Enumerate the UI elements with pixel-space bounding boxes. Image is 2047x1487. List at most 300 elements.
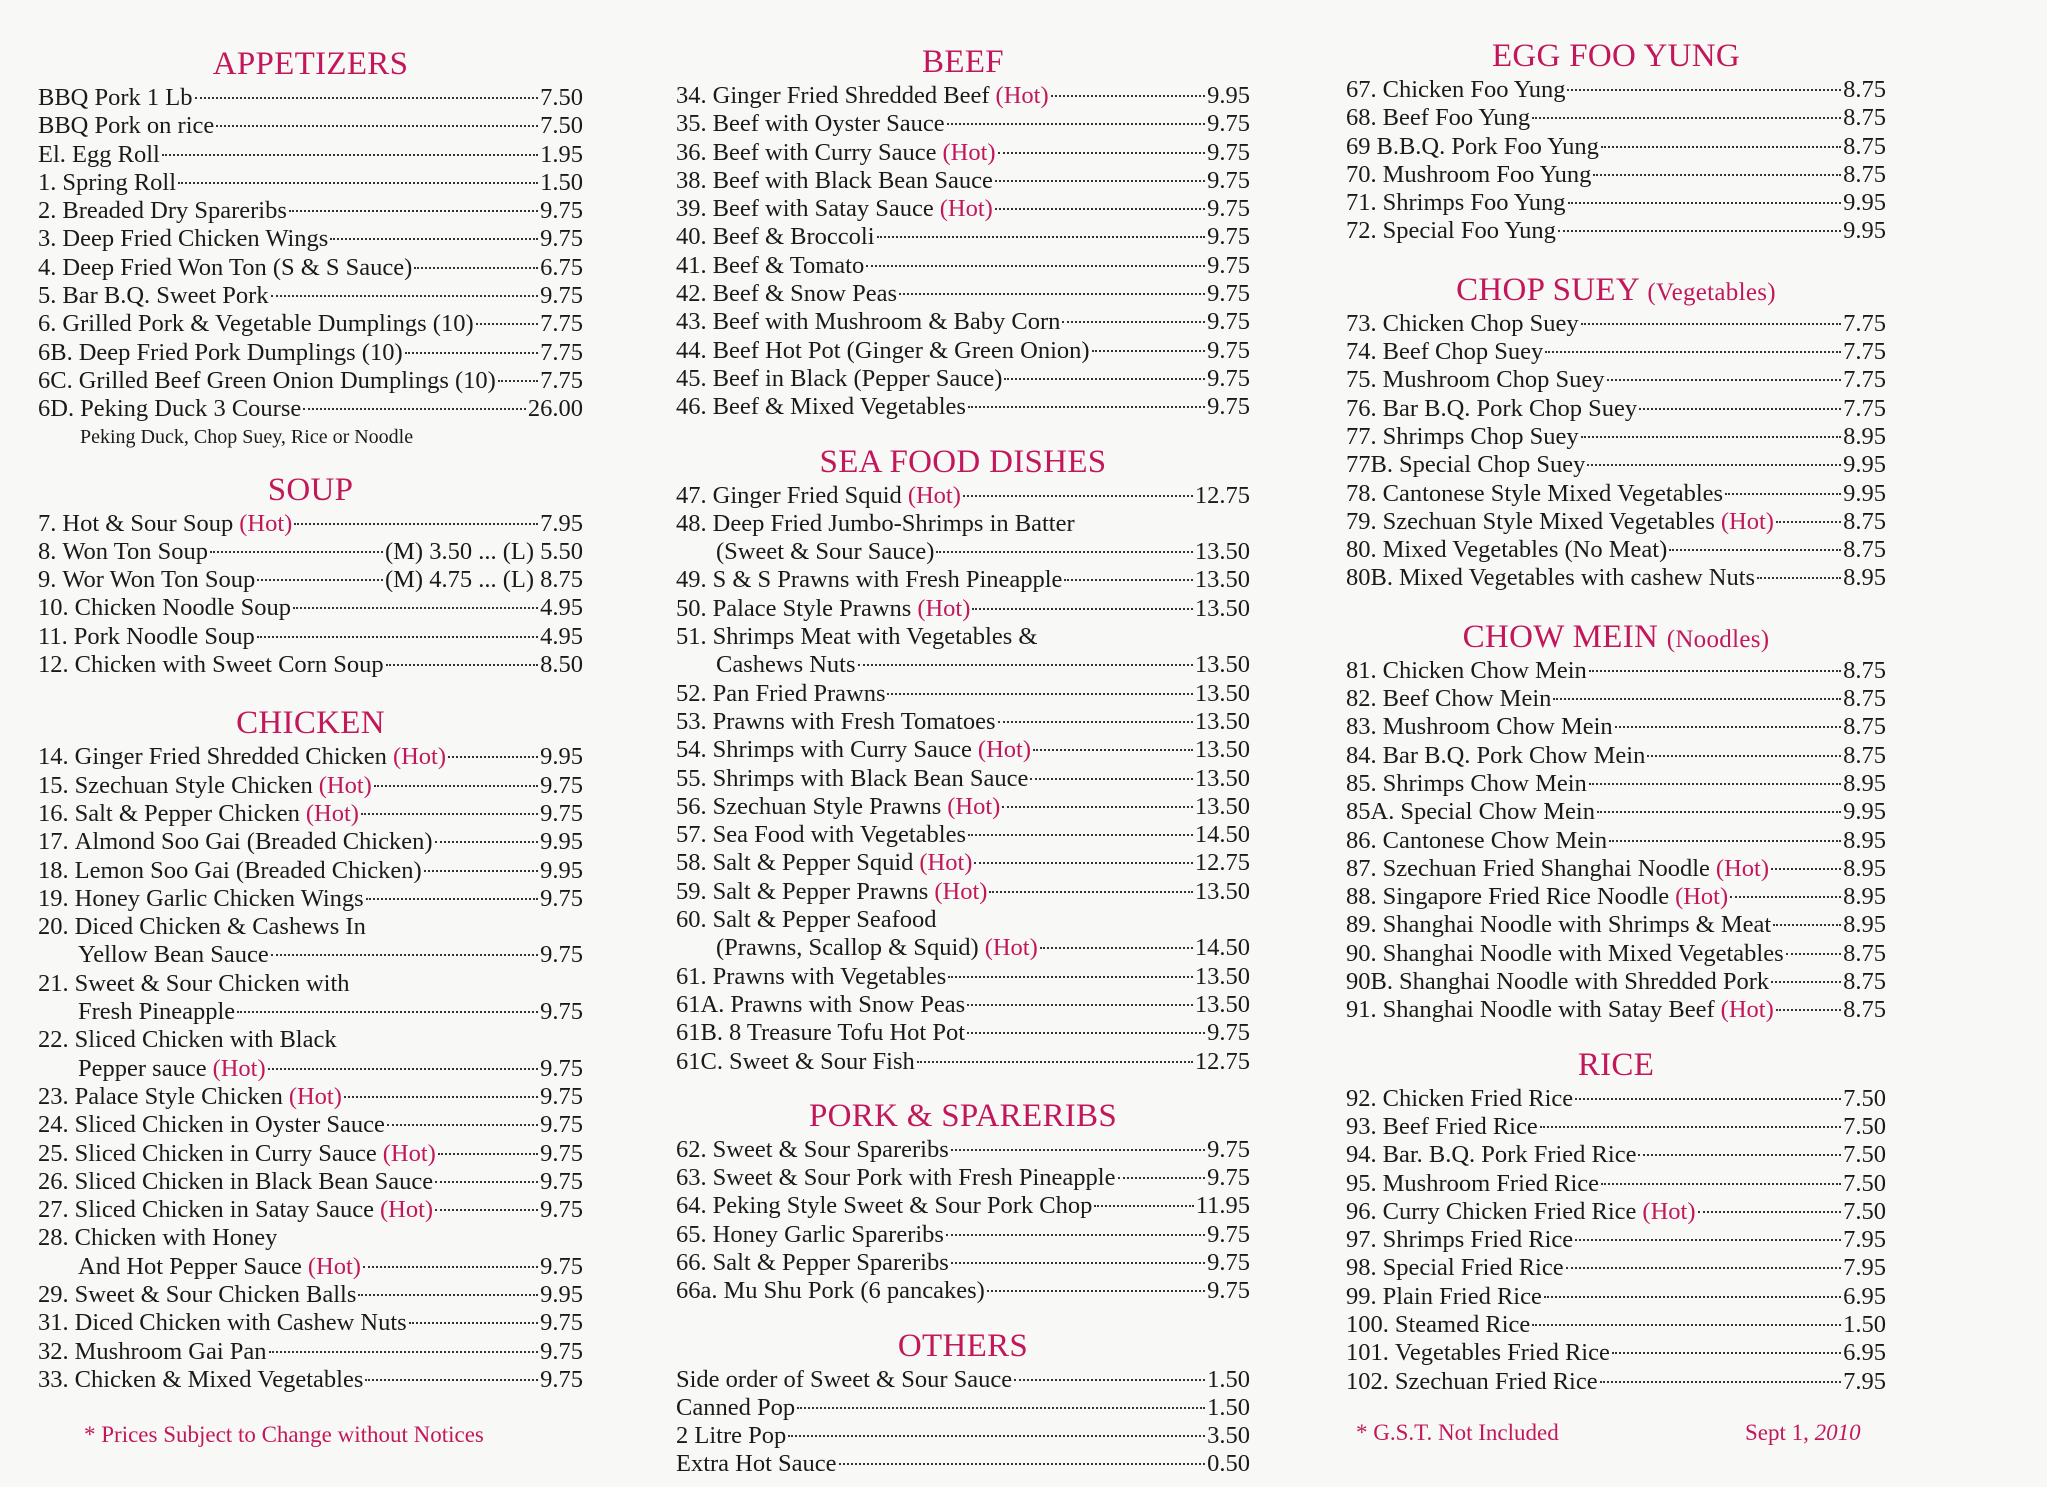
dot-leader [887, 693, 1192, 695]
item-name: Cantonese Chow Mein [1382, 826, 1608, 854]
item-price: 9.75 [1207, 195, 1250, 223]
item-name: Deep Fried Chicken Wings [62, 225, 329, 253]
hot-label: (Hot) [239, 509, 293, 537]
item-name: Shrimps Chow Mein [1382, 769, 1587, 797]
item-price: 3.50 [1207, 1422, 1250, 1450]
dot-leader [330, 238, 538, 240]
hot-label: (Hot) [380, 1196, 434, 1224]
dot-leader [1040, 947, 1193, 949]
item-price: 7.50 [1843, 1197, 1886, 1225]
item-number: 66a. [676, 1277, 718, 1305]
menu-item [1346, 1283, 1886, 1311]
menu-item [38, 339, 583, 367]
item-number: 6. [38, 310, 57, 338]
menu-item [676, 482, 1250, 510]
item-number: 1. [38, 168, 57, 196]
dot-leader [995, 180, 1205, 182]
item-name: Bar. B.Q. Pork Fried Rice [1382, 1141, 1637, 1169]
item-name: Palace Style Chicken [74, 1082, 283, 1110]
item-price: 8.75 [1843, 939, 1886, 967]
dot-leader [435, 1181, 538, 1183]
menu-item [676, 1366, 1250, 1394]
menu-item [676, 139, 1250, 167]
hot-label: (Hot) [995, 82, 1049, 109]
dot-leader [963, 495, 1193, 497]
item-number: 102. [1346, 1367, 1389, 1395]
item-price: 8.95 [1843, 911, 1886, 939]
dot-leader [1581, 323, 1842, 325]
item-name: Beef Chop Suey [1382, 338, 1544, 366]
item-price: (M) 3.50 ... (L) 5.50 [384, 537, 583, 565]
dot-leader [1545, 351, 1841, 353]
item-name: Special Chop Suey [1398, 451, 1586, 479]
item-name: Beef & Snow Peas [712, 280, 898, 308]
menu-item [676, 849, 1250, 877]
item-number: 76. [1346, 394, 1377, 422]
item-number: 44. [676, 336, 707, 364]
menu-item [38, 1196, 583, 1224]
item-price: 9.95 [540, 828, 583, 856]
dot-leader [1601, 146, 1841, 148]
item-price: 9.95 [540, 743, 583, 771]
item-price: 9.75 [540, 1309, 583, 1337]
pork-section [676, 1096, 1250, 1306]
item-price: 1.50 [1843, 1310, 1886, 1338]
dot-leader [361, 813, 538, 815]
item-name: Chicken Noodle Soup [74, 594, 292, 622]
item-name: Pan Fried Prawns [712, 679, 886, 707]
item-list [676, 482, 1250, 1076]
menu-item [38, 1366, 583, 1394]
item-name: Shrimps with Black Bean Sauce [712, 764, 1029, 792]
item-price: 9.95 [540, 1280, 583, 1308]
item-number: 86. [1346, 826, 1377, 854]
menu-item [1346, 76, 1886, 104]
dot-leader [987, 1290, 1205, 1292]
item-number: 2. [38, 197, 57, 225]
menu-item [38, 970, 583, 998]
item-name: Spring Roll [62, 168, 177, 196]
item-price: 7.75 [540, 310, 583, 338]
hot-label: (Hot) [1642, 1197, 1696, 1225]
section-title: CHICKEN [236, 705, 385, 742]
item-number: 42. [676, 280, 707, 308]
dot-leader [1771, 868, 1841, 870]
item-number: 25. [38, 1139, 69, 1167]
item-name: Prawns with Vegetables [712, 962, 947, 990]
menu-item [676, 680, 1250, 708]
section-title: EGG FOO YUNG [1491, 38, 1741, 74]
item-price: 8.75 [1843, 536, 1886, 564]
item-number: 41. [676, 251, 707, 279]
item-number: 87. [1346, 854, 1377, 882]
item-name: Mushroom Gai Pan [74, 1337, 267, 1365]
item-name: Sweet & Sour Pork with Fresh Pineapple [712, 1164, 1116, 1192]
item-price: 1.95 [540, 140, 583, 168]
dot-leader [435, 1209, 538, 1211]
dot-leader [1587, 464, 1841, 466]
rice-section [1346, 1045, 1886, 1396]
item-name: Shanghai Noodle with Shredded Pork [1398, 968, 1770, 996]
item-price: 9.95 [1843, 451, 1886, 479]
dot-leader [995, 208, 1205, 210]
dot-leader [365, 1379, 538, 1381]
item-price: 9.75 [1207, 1019, 1250, 1047]
item-name: Chicken Fried Rice [1382, 1084, 1574, 1112]
item-number: 80B. [1346, 564, 1393, 592]
item-price: 9.75 [540, 1139, 583, 1167]
dot-leader [1600, 1381, 1842, 1383]
item-price: 9.75 [1207, 251, 1250, 279]
menu-item [676, 167, 1250, 195]
menu-item [1346, 480, 1886, 508]
menu-item [38, 141, 583, 169]
item-number: 66. [676, 1248, 707, 1276]
item-number: 57. [676, 821, 707, 849]
others-section [676, 1326, 1250, 1479]
section-title [1346, 617, 1886, 657]
item-number: 89. [1346, 911, 1377, 939]
item-price: 9.75 [540, 1337, 583, 1365]
section-subtitle: (Vegetables) [1647, 278, 1776, 306]
item-price: 8.75 [1843, 160, 1886, 188]
item-price: 9.75 [540, 1082, 583, 1110]
item-number: 4. [38, 253, 57, 281]
item-price: 8.75 [1843, 656, 1886, 684]
section-title [1346, 270, 1886, 310]
item-name: Szechuan Style Mixed Vegetables [1382, 507, 1715, 535]
item-number: 78. [1346, 479, 1377, 507]
item-name: (Prawns, Scallop & Squid) [716, 934, 979, 962]
menu-item [38, 772, 583, 800]
dot-leader [498, 380, 538, 382]
item-number: 96. [1346, 1197, 1377, 1225]
item-price: 13.50 [1194, 962, 1250, 990]
item-name: 8 Treasure Tofu Hot Pot [728, 1019, 966, 1047]
menu-item [676, 110, 1250, 138]
dot-leader [1566, 1267, 1842, 1269]
item-name: Peking Duck 3 Course [80, 395, 302, 423]
item-price: 8.95 [1843, 769, 1886, 797]
hot-label: (Hot) [1720, 996, 1774, 1024]
menu-item [676, 1450, 1250, 1478]
item-name: Vegetables Fried Rice [1394, 1339, 1610, 1367]
dot-leader [268, 1068, 538, 1070]
item-number: 92. [1346, 1084, 1377, 1112]
dot-leader [1589, 670, 1841, 672]
hot-label: (Hot) [947, 792, 1001, 820]
item-price: 9.75 [540, 1167, 583, 1195]
item-list [1346, 1085, 1886, 1396]
item-number: 43. [676, 308, 707, 336]
menu-item [676, 393, 1250, 421]
section-title: OTHERS [897, 1327, 1029, 1364]
item-number: 6B. [38, 338, 73, 366]
menu-item [38, 1168, 583, 1196]
menu-item [676, 280, 1250, 308]
menu-item [38, 1140, 583, 1168]
menu-item [1346, 996, 1886, 1024]
item-number: 9. [38, 566, 57, 594]
menu-item [676, 82, 1250, 110]
item-number: 33. [38, 1365, 69, 1393]
dot-leader [989, 891, 1192, 893]
item-name: Beef Fried Rice [1382, 1112, 1538, 1140]
item-name: Beef Chow Mein [1382, 685, 1552, 713]
item-name: Beef with Black Bean Sauce [712, 166, 993, 194]
item-name: Bar B.Q. Pork Chow Mein [1382, 741, 1646, 769]
item-number: 49. [676, 566, 707, 594]
menu-item [676, 595, 1250, 623]
menu-item [676, 765, 1250, 793]
item-price: 9.75 [540, 998, 583, 1026]
item-price: 8.75 [1843, 996, 1886, 1024]
item-name: Chicken with Sweet Corn Soup [74, 651, 384, 679]
menu-item [676, 1221, 1250, 1249]
item-name: Sweet & Sour Fish [728, 1047, 915, 1075]
dot-leader [967, 1032, 1205, 1034]
menu-item [1346, 1113, 1886, 1141]
item-list [676, 82, 1250, 422]
item-price: 8.95 [1843, 564, 1886, 592]
item-number: 54. [676, 736, 707, 764]
item-number: 15. [38, 771, 69, 799]
item-number: 93. [1346, 1112, 1377, 1140]
item-price: 9.75 [1207, 393, 1250, 421]
item-price: 8.75 [1843, 76, 1886, 103]
item-price: 9.75 [1207, 223, 1250, 251]
menu-item [1346, 1368, 1886, 1396]
section-title: SOUP [267, 471, 354, 508]
menu-item [676, 793, 1250, 821]
menu-item [1346, 1311, 1886, 1339]
menu-item [38, 367, 583, 395]
menu-item [38, 538, 583, 566]
item-name: Beef & Broccoli [712, 223, 875, 251]
hot-label: (Hot) [939, 195, 993, 223]
item-price: 26.00 [527, 395, 583, 423]
item-price: 4.95 [540, 622, 583, 650]
item-price: 9.75 [1207, 1164, 1250, 1192]
item-name: Mixed Vegetables (No Meat) [1382, 536, 1668, 564]
item-price: 7.50 [1843, 1112, 1886, 1140]
item-name: Cantonese Style Mixed Vegetables [1382, 479, 1724, 507]
item-name: Chicken with Honey [74, 1224, 278, 1252]
item-price: 6.95 [1843, 1339, 1886, 1367]
menu-item [38, 1224, 583, 1252]
item-price: 9.75 [1207, 138, 1250, 166]
menu-item [38, 1338, 583, 1366]
hot-label: (Hot) [1715, 854, 1769, 882]
item-price: 9.75 [540, 1054, 583, 1082]
hot-label: (Hot) [919, 849, 973, 877]
dot-leader [972, 608, 1192, 610]
item-number: 36. [676, 138, 707, 166]
item-price: 9.75 [540, 225, 583, 253]
item-name: Chicken Chow Mein [1382, 656, 1587, 684]
item-price: 9.95 [540, 856, 583, 884]
menu-item [1346, 104, 1886, 132]
item-number: 101. [1346, 1339, 1389, 1367]
item-number: 83. [1346, 713, 1377, 741]
menu-item [676, 365, 1250, 393]
item-name: Deep Fried Won Ton (S & S Sauce) [62, 253, 413, 281]
menu-item [1346, 1170, 1886, 1198]
dot-leader [1609, 840, 1841, 842]
item-price: 9.75 [540, 941, 583, 969]
item-price: 13.50 [1194, 566, 1250, 594]
item-name: Shanghai Noodle with Shrimps & Meat [1382, 911, 1772, 939]
menu-item [1346, 1085, 1886, 1113]
dot-leader [1638, 1154, 1841, 1156]
dot-leader [1553, 698, 1841, 700]
item-name: Shrimps with Curry Sauce [712, 736, 972, 764]
dot-leader [366, 898, 538, 900]
item-name: Special Fried Rice [1382, 1254, 1564, 1282]
item-price: 8.95 [1843, 826, 1886, 854]
item-number: 52. [676, 679, 707, 707]
menu-item [38, 566, 583, 594]
menu-item [676, 1019, 1250, 1047]
menu-item [1346, 508, 1886, 536]
dot-leader [1607, 379, 1842, 381]
item-name: Side order of Sweet & Sour Sauce [676, 1365, 1013, 1393]
section-title: PORK & SPARERIBS [808, 1097, 1118, 1134]
item-price: 7.50 [1843, 1141, 1886, 1169]
gst-note: * G.S.T. Not Included [1356, 1420, 1559, 1445]
section-title: RICE [1577, 1046, 1655, 1083]
dot-leader [1532, 117, 1841, 119]
item-name: Honey Garlic Spareribs [712, 1220, 944, 1248]
item-price: 0.50 [1207, 1450, 1250, 1478]
dot-leader [476, 323, 539, 325]
item-price: 7.50 [1843, 1084, 1886, 1112]
item-number: 67. [1346, 76, 1377, 103]
item-number: 82. [1346, 685, 1377, 713]
item-number: 50. [676, 594, 707, 622]
item-number: 23. [38, 1082, 69, 1110]
appetizers-section [38, 44, 583, 450]
item-number: 32. [38, 1337, 69, 1365]
item-name: Mushroom Fried Rice [1382, 1169, 1600, 1197]
item-name: (Sweet & Sour Sauce) [716, 538, 935, 566]
item-number: 14. [38, 743, 69, 771]
item-name: Bar B.Q. Sweet Pork [62, 282, 269, 310]
item-number: 6C. [38, 366, 73, 394]
item-name: Shrimps Fried Rice [1382, 1226, 1574, 1254]
item-number: 99. [1346, 1282, 1377, 1310]
menu-item [38, 169, 583, 197]
item-price: 9.95 [1843, 479, 1886, 507]
menu-item [676, 566, 1250, 594]
dot-leader [946, 1234, 1205, 1236]
item-number: 31. [38, 1309, 69, 1337]
item-number: 40. [676, 223, 707, 251]
menu-item [676, 1394, 1250, 1422]
dot-leader [1589, 783, 1841, 785]
item-name: Bar B.Q. Pork Chop Suey [1382, 394, 1638, 422]
chow-mein-section [1346, 617, 1886, 1025]
item-name: Sliced Chicken in Satay Sauce [74, 1196, 374, 1224]
item-price: 9.75 [540, 1196, 583, 1224]
item-number: 75. [1346, 366, 1377, 394]
menu-item [1346, 940, 1886, 968]
menu-item [38, 1281, 583, 1309]
item-number: 62. [676, 1135, 707, 1163]
item-number: 47. [676, 481, 707, 509]
item-name: Salt & Pepper Squid [712, 849, 914, 877]
item-number: 19. [38, 884, 69, 912]
dot-leader [1532, 1324, 1841, 1326]
dot-leader [448, 756, 538, 758]
item-number: 11. [38, 622, 68, 650]
item-list [1346, 310, 1886, 593]
menu-item [1346, 1198, 1886, 1226]
dot-leader [386, 664, 539, 666]
dot-leader [1771, 981, 1841, 983]
item-name: BBQ Pork on rice [38, 112, 215, 140]
menu-item [676, 736, 1250, 764]
item-number: 58. [676, 849, 707, 877]
item-price: 1.50 [540, 168, 583, 196]
item-price: 9.95 [1843, 217, 1886, 245]
item-number: 64. [676, 1192, 707, 1220]
item-number: 74. [1346, 338, 1377, 366]
item-number: 38. [676, 166, 707, 194]
menu-item [1346, 968, 1886, 996]
item-name: S & S Prawns with Fresh Pineapple [712, 566, 1063, 594]
item-price: 9.75 [1207, 308, 1250, 336]
menu-item [38, 885, 583, 913]
dot-leader [269, 1351, 539, 1353]
menu-item [1346, 855, 1886, 883]
item-price: 13.50 [1194, 792, 1250, 820]
item-number: 90B. [1346, 968, 1393, 996]
item-name: Shrimps Meat with Vegetables & [712, 623, 1038, 651]
item-price: (M) 4.75 ... (L) 8.75 [384, 566, 583, 594]
item-price: 9.75 [540, 771, 583, 799]
dot-leader [948, 976, 1193, 978]
item-price: 8.75 [1843, 685, 1886, 713]
item-name: Diced Chicken & Cashews In [74, 913, 366, 941]
menu-item [1346, 423, 1886, 451]
item-number: 8. [38, 537, 57, 565]
menu-item [1346, 1141, 1886, 1169]
date-year: 2010 [1814, 1420, 1861, 1445]
menu-item [676, 991, 1250, 1019]
menu-item [38, 1253, 583, 1281]
item-name: Beef & Mixed Vegetables [712, 393, 966, 421]
dot-leader [1615, 726, 1841, 728]
item-name: Ginger Fried Squid [712, 481, 902, 509]
item-price: 13.50 [1194, 707, 1250, 735]
menu-item [1346, 310, 1886, 338]
dot-leader [216, 125, 538, 127]
item-list [676, 1136, 1250, 1306]
item-price: 13.50 [1194, 877, 1250, 905]
item-number: 29. [38, 1280, 69, 1308]
menu-item [38, 225, 583, 253]
beef-section [676, 42, 1250, 422]
dot-leader [1575, 1239, 1841, 1241]
dot-leader [947, 123, 1206, 125]
item-number: 90. [1346, 939, 1377, 967]
item-number: 88. [1346, 883, 1377, 911]
item-name: Sweet & Sour Chicken Balls [74, 1280, 357, 1308]
item-name: Szechuan Style Prawns [712, 792, 942, 820]
menu-item [1346, 1339, 1886, 1367]
dot-leader [289, 210, 538, 212]
